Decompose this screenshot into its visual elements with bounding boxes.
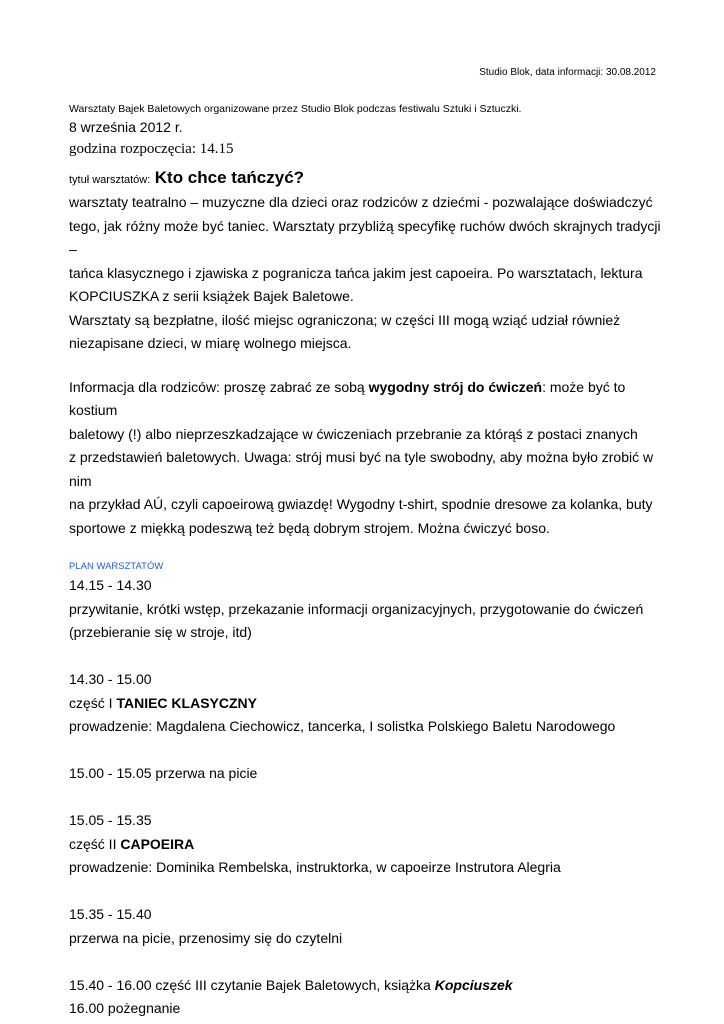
schedule-lead: prowadzenie: Magdalena Ciechowicz, tancerka, I solistka Polskiego Baletu Narodowego bbox=[69, 718, 616, 734]
part-name: TANIEC KLASYCZNY bbox=[116, 694, 257, 711]
outfit-emphasis: wygodny strój do ćwiczeń bbox=[368, 378, 543, 395]
part-prefix: część I bbox=[69, 694, 117, 711]
reading-text: 15.40 - 16.00 część III czytanie Bajek Baletowych, książka bbox=[69, 976, 435, 993]
document-body bbox=[69, 102, 669, 1021]
schedule bbox=[69, 574, 669, 1021]
schedule-time: 15.05 - 15.35 bbox=[69, 812, 152, 828]
schedule-part bbox=[69, 833, 669, 857]
description-line: warsztaty teatralno – muzyczne dla dzieci oraz rodziców z dziećmi - pozwalające doświadczyć bbox=[69, 194, 653, 210]
description-line: niezapisane dzieci, w miarę wolnego miejsca. bbox=[69, 335, 352, 351]
schedule-reading bbox=[69, 974, 669, 998]
schedule-text: przerwa na picie, przenosimy się do czytelni bbox=[69, 929, 343, 946]
description-line: Warsztaty są bezpłatne, ilość miejsc ograniczona; w części III mogą wziąć udział również bbox=[69, 311, 621, 328]
parents-info-line: baletowy (!) albo nieprzeszkadzające w ćwiczeniach przebranie za którąś z postaci znanych bbox=[69, 425, 638, 442]
description-line: KOPCIUSZKA z serii książek Bajek Baletowe. bbox=[69, 288, 354, 304]
schedule-lead: prowadzenie: Dominika Rembelska, instruktorka, w capoeirze Instrutora Alegria bbox=[69, 859, 561, 875]
schedule-part bbox=[69, 692, 669, 716]
description bbox=[69, 191, 669, 356]
workshop-title: Kto chce tańczyć? bbox=[154, 168, 305, 187]
parents-info-line: sportowe z miękką podeszwą też będą dobrym strojem. Można ćwiczyć boso. bbox=[69, 519, 550, 536]
event-date: 8 września 2012 r. bbox=[69, 119, 183, 135]
schedule-farewell: 16.00 pożegnanie bbox=[69, 1000, 181, 1016]
parents-info-text: : może być to kostium bbox=[69, 378, 626, 418]
parents-info-line: z przedstawień baletowych. Uwaga: strój musi być na tyle swobodny, aby można było zrobić w nim bbox=[69, 449, 654, 489]
schedule-text: (przebieranie się w stroje, itd) bbox=[69, 624, 252, 640]
intro-text: Warsztaty Bajek Baletowych organizowane przez Studio Blok podczas festiwalu Sztuki i Sztuczki. bbox=[69, 103, 522, 115]
schedule-time: 14.15 - 14.30 bbox=[69, 577, 152, 593]
workshop-title-label: tytuł warsztatów: bbox=[69, 174, 151, 186]
part-name: CAPOEIRA bbox=[120, 835, 195, 852]
workshop-title-row bbox=[69, 167, 669, 191]
schedule-text: przywitanie, krótki wstęp, przekazanie informacji organizacyjnych, przygotowanie do ćwiczeń bbox=[69, 600, 644, 617]
parents-info bbox=[69, 376, 669, 541]
parents-info-line bbox=[69, 376, 669, 423]
parents-info-text: Informacja dla rodziców: proszę zabrać ze sobą bbox=[69, 378, 369, 395]
book-title: Kopciuszek bbox=[434, 976, 513, 993]
schedule-time: 14.30 - 15.00 bbox=[69, 671, 152, 687]
schedule-break: 15.00 - 15.05 przerwa na picie bbox=[69, 765, 258, 781]
header-info: Studio Blok, data informacji: 30.08.2012 bbox=[479, 67, 656, 78]
part-prefix: część II bbox=[69, 835, 121, 852]
start-time: godzina rozpoczęcia: 14.15 bbox=[69, 141, 234, 157]
plan-heading: PLAN WARSZTATÓW bbox=[69, 561, 164, 572]
schedule-time: 15.35 - 15.40 bbox=[69, 906, 152, 922]
parents-info-line: na przykład AÚ, czyli capoeirową gwiazdę! Wygodny t-shirt, spodnie dresowe za kolanka, buty bbox=[69, 496, 653, 512]
description-line: tańca klasycznego i zjawiska z pogranicza tańca jakim jest capoeira. Po warsztatach, lektura bbox=[69, 264, 643, 281]
description-line: tego, jak różny może być taniec. Warsztaty przybliżą specyfikę ruchów dwóch skrajnych tradycji – bbox=[69, 217, 661, 257]
